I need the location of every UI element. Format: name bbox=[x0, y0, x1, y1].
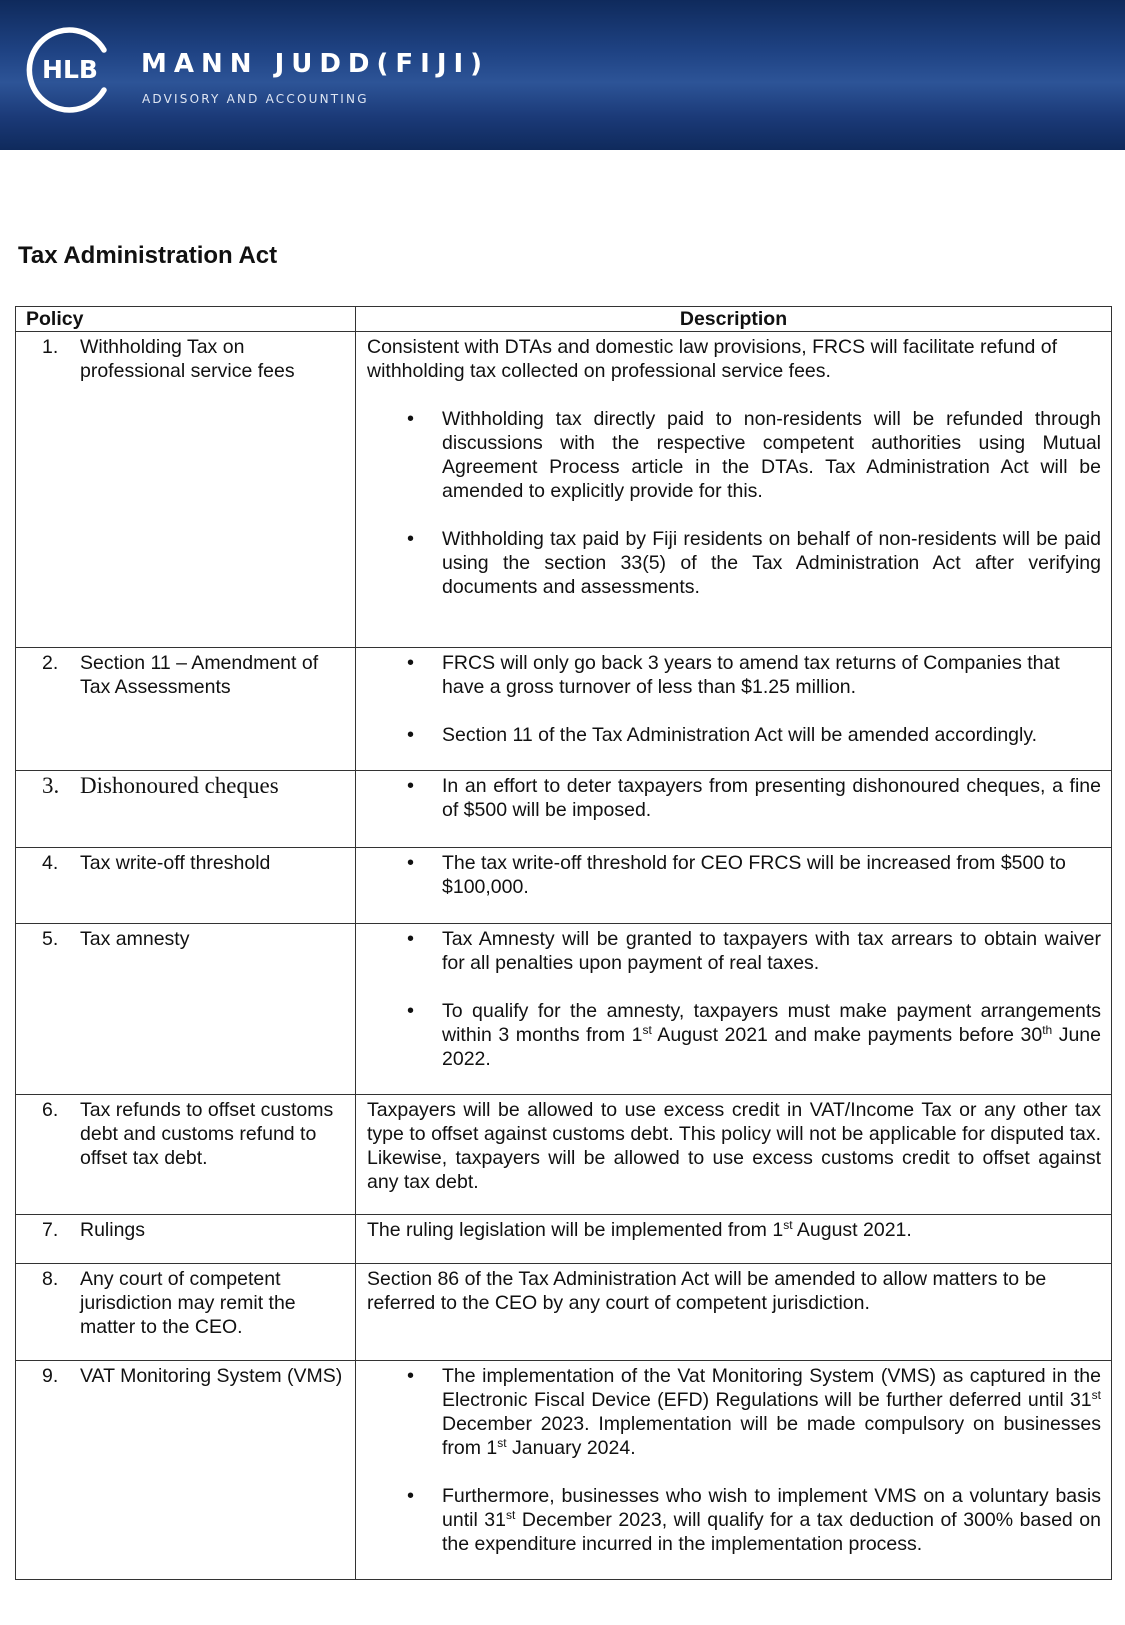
bullet-item: • Section 11 of the Tax Administration Act will be amended accordingly. bbox=[367, 723, 1101, 747]
svg-text:HLB: HLB bbox=[42, 55, 98, 84]
policy-number: 2. bbox=[42, 652, 59, 674]
policy-number: 5. bbox=[42, 928, 59, 950]
policy-number: 3. bbox=[42, 773, 60, 798]
table-row bbox=[16, 848, 1112, 924]
table-row bbox=[16, 332, 1112, 648]
policy-number: 8. bbox=[42, 1268, 59, 1290]
bullet-list bbox=[367, 851, 1101, 899]
bullet-list bbox=[367, 407, 1101, 599]
table-row bbox=[16, 924, 1112, 1095]
hlb-logo-icon bbox=[22, 22, 118, 118]
policy-number: 4. bbox=[42, 852, 59, 874]
policy-text: Dishonoured cheques bbox=[80, 773, 279, 798]
policy-table bbox=[15, 306, 1112, 1580]
table-row bbox=[16, 1264, 1112, 1361]
bullet-list bbox=[367, 651, 1101, 747]
policy-cell bbox=[16, 1361, 356, 1580]
description-cell bbox=[356, 771, 1112, 848]
table-row bbox=[16, 1361, 1112, 1580]
column-header-description: Description bbox=[356, 307, 1112, 332]
policy-text: Tax amnesty bbox=[80, 928, 190, 950]
table-row bbox=[16, 1095, 1112, 1215]
table-header-row bbox=[16, 307, 1112, 332]
description-cell bbox=[356, 1215, 1112, 1264]
description-text: Taxpayers will be allowed to use excess credit in VAT/Income Tax or any other tax type to offset against customs debt. This policy will not be applicable for disputed tax. Likewise, taxpayers will be allowed to use excess customs credit to offset against any tax debt. bbox=[367, 1099, 1101, 1193]
bullet-item: • The implementation of the Vat Monitoring System (VMS) as captured in the Electronic Fiscal Device (EFD) Regulations will be further deferred until 31st December 2023. Implementation will be made compulsory on businesses from 1st January 2024. bbox=[367, 1364, 1101, 1460]
table-row bbox=[16, 1215, 1112, 1264]
policy-number: 6. bbox=[42, 1099, 59, 1121]
policy-text: Tax write-off threshold bbox=[80, 852, 271, 874]
description-text: Section 86 of the Tax Administration Act will be amended to allow matters to be referred to the CEO by any court of competent jurisdiction. bbox=[367, 1268, 1047, 1314]
policy-cell bbox=[16, 848, 356, 924]
policy-text: Any court of competent jurisdiction may remit the matter to the CEO. bbox=[80, 1268, 296, 1338]
policy-number: 7. bbox=[42, 1219, 59, 1241]
description-cell bbox=[356, 1264, 1112, 1361]
column-header-policy: Policy bbox=[16, 307, 356, 332]
bullet-item: • Tax Amnesty will be granted to taxpayers with tax arrears to obtain waiver for all penalties upon payment of real taxes. bbox=[367, 927, 1101, 975]
bullet-list bbox=[367, 774, 1101, 822]
policy-cell bbox=[16, 924, 356, 1095]
description-text: Consistent with DTAs and domestic law provisions, FRCS will facilitate refund of withholding tax collected on professional service fees. bbox=[367, 336, 1057, 382]
bullet-item: • The tax write-off threshold for CEO FRCS will be increased from $500 to $100,000. bbox=[367, 851, 1101, 899]
bullet-list bbox=[367, 1364, 1101, 1556]
bullet-item: • FRCS will only go back 3 years to amend tax returns of Companies that have a gross turnover of less than $1.25 million. bbox=[367, 651, 1101, 699]
page-title: Tax Administration Act bbox=[18, 242, 278, 269]
firm-name: MANN JUDD(FIJI) bbox=[141, 49, 490, 79]
description-cell bbox=[356, 1361, 1112, 1580]
firm-subtitle: ADVISORY AND ACCOUNTING bbox=[142, 92, 369, 106]
policy-cell bbox=[16, 1215, 356, 1264]
policy-text: Section 11 – Amendment of Tax Assessments bbox=[80, 652, 319, 698]
policy-cell bbox=[16, 771, 356, 848]
header-banner bbox=[0, 0, 1125, 150]
bullet-item: • In an effort to deter taxpayers from presenting dishonoured cheques, a fine of $500 will be imposed. bbox=[367, 774, 1101, 822]
policy-cell bbox=[16, 332, 356, 648]
policy-cell bbox=[16, 1095, 356, 1215]
bullet-list bbox=[367, 927, 1101, 1071]
description-cell bbox=[356, 648, 1112, 771]
policy-text: VAT Monitoring System (VMS) bbox=[80, 1365, 343, 1387]
description-cell bbox=[356, 1095, 1112, 1215]
policy-number: 9. bbox=[42, 1365, 59, 1387]
policy-cell bbox=[16, 1264, 356, 1361]
description-cell bbox=[356, 848, 1112, 924]
description-text: The ruling legislation will be implemented from 1st August 2021. bbox=[367, 1218, 912, 1241]
bullet-item: • Withholding tax paid by Fiji residents on behalf of non-residents will be paid using the section 33(5) of the Tax Administration Act after verifying documents and assessments. bbox=[367, 527, 1101, 599]
policy-cell bbox=[16, 648, 356, 771]
table-row bbox=[16, 648, 1112, 771]
description-cell bbox=[356, 924, 1112, 1095]
bullet-item: • Furthermore, businesses who wish to implement VMS on a voluntary basis until 31st December 2023, will qualify for a tax deduction of 300% based on the expenditure incurred in the implementation process. bbox=[367, 1484, 1101, 1556]
description-cell bbox=[356, 332, 1112, 648]
policy-text: Withholding Tax on professional service fees bbox=[80, 336, 295, 382]
policy-text: Rulings bbox=[80, 1219, 146, 1241]
policy-text: Tax refunds to offset customs debt and customs refund to offset tax debt. bbox=[80, 1099, 334, 1169]
bullet-item: • To qualify for the amnesty, taxpayers must make payment arrangements within 3 months from 1st August 2021 and make payments before 30th June 2022. bbox=[367, 999, 1101, 1071]
policy-number: 1. bbox=[42, 336, 59, 358]
table-row bbox=[16, 771, 1112, 848]
bullet-item: • Withholding tax directly paid to non-residents will be refunded through discussions with the respective competent authorities using Mutual Agreement Process article in the DTAs. Tax Administration Act will be amended to explicitly provide for this. bbox=[367, 407, 1101, 503]
